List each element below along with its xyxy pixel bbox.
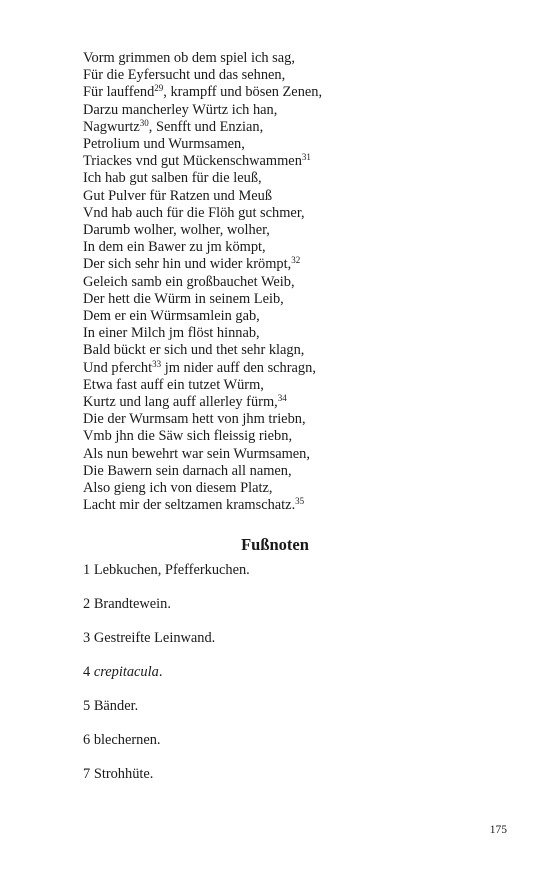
- footnote-ref[interactable]: 34: [277, 393, 287, 404]
- poem-line: In einer Milch jm flöst hinnab,: [83, 325, 260, 342]
- footnote-ref[interactable]: 31: [301, 152, 311, 163]
- footnote-item: [83, 630, 503, 664]
- poem-line: Für lauffend$^{29}$, krampff und bösen Zenen,: [83, 83, 323, 101]
- poem-line: Gut Pulver für Ratzen und Meuß: [83, 187, 273, 204]
- poem-text: [83, 50, 503, 514]
- poem-line: Ich hab gut salben für die leuß,: [83, 170, 262, 187]
- poem-line: Der sich sehr hin und wider krömpt,$^{32}$: [83, 255, 301, 273]
- poem-line: Darumb wolher, wolher, wolher,: [83, 222, 270, 239]
- footnote-number: 1: [83, 562, 91, 578]
- footnote-ref[interactable]: 33: [152, 358, 162, 369]
- footnote-text: Gestreifte Leinwand.: [93, 630, 216, 646]
- footnote-ref[interactable]: 29: [154, 83, 164, 94]
- poem-line: Für die Eyfersucht und das sehnen,: [83, 67, 286, 84]
- poem-line: Lacht mir der seltzamen kramschatz.$^{35}$: [83, 496, 305, 514]
- poem-line: Kurtz und lang auff allerley fürm,$^{34}$: [83, 393, 287, 411]
- footnotes-list: [83, 562, 503, 800]
- poem-line: Die der Wurmsam hett von jhm triebn,: [83, 411, 306, 428]
- footnote-ref[interactable]: 30: [139, 117, 149, 128]
- poem-line: Triackes vnd gut Mückenschwammen$^{31}$: [83, 152, 311, 170]
- footnote-item: [83, 562, 503, 596]
- footnote-number: 2: [83, 596, 91, 612]
- footnote-text: crepitacula: [93, 664, 159, 680]
- poem-line: Der hett die Würm in seinem Leib,: [83, 290, 284, 307]
- footnote-ref[interactable]: 32: [291, 255, 301, 266]
- page-number: 175: [489, 824, 507, 836]
- footnote-text: Brandtewein.: [93, 596, 171, 612]
- poem-line: In dem ein Bawer zu jm kömpt,: [83, 239, 266, 256]
- footnote-number: 4: [83, 664, 91, 680]
- poem-line: Die Bawern sein darnach all namen,: [83, 462, 292, 479]
- poem-line: Etwa fast auff ein tutzet Würm,: [83, 376, 264, 393]
- footnote-text: blechernen.: [93, 732, 161, 748]
- footnote-text-period: .: [158, 664, 163, 680]
- poem-line: Dem er ein Würmsamlein gab,: [83, 308, 260, 325]
- footnote-item: [83, 732, 503, 766]
- poem-line: Nagwurtz$^{30}$, Senfft und Enzian,: [83, 117, 264, 135]
- poem-line: Bald bückt er sich und thet sehr klagn,: [83, 342, 305, 359]
- poem-line: Darzu mancherley Würtz ich han,: [83, 101, 278, 118]
- footnote-item: [83, 766, 503, 800]
- footnote-item: [83, 664, 503, 698]
- footnote-text: Bänder.: [93, 698, 139, 714]
- poem-line: Als nun bewehrt war sein Wurmsamen,: [83, 445, 310, 462]
- poem-line: Vmb jhn die Säw sich fleissig riebn,: [83, 428, 293, 445]
- poem-line: Geleich samb ein großbauchet Weib,: [83, 273, 295, 290]
- footnote-number: 7: [83, 766, 91, 782]
- footnote-number: 6: [83, 732, 91, 748]
- poem-line: Also gieng ich von diesem Platz,: [83, 480, 273, 497]
- poem-line: Und pfercht$^{33}$ jm nider auff den schragn,: [83, 358, 316, 376]
- poem-line: Petrolium und Wurmsamen,: [83, 136, 245, 153]
- footnotes-heading: Fußnoten: [241, 535, 309, 554]
- footnote-item: [83, 698, 503, 732]
- footnote-number: 5: [83, 698, 91, 714]
- poem-line: Vorm grimmen ob dem spiel ich sag,: [83, 50, 295, 66]
- footnote-item: [83, 596, 503, 630]
- footnote-ref[interactable]: 35: [295, 496, 305, 507]
- poem-line: Vnd hab auch für die Flöh gut schmer,: [83, 204, 305, 221]
- footnote-number: 3: [83, 630, 91, 646]
- footnote-text: Strohhüte.: [93, 766, 154, 782]
- footnote-text: Lebkuchen, Pfefferkuchen.: [93, 562, 250, 578]
